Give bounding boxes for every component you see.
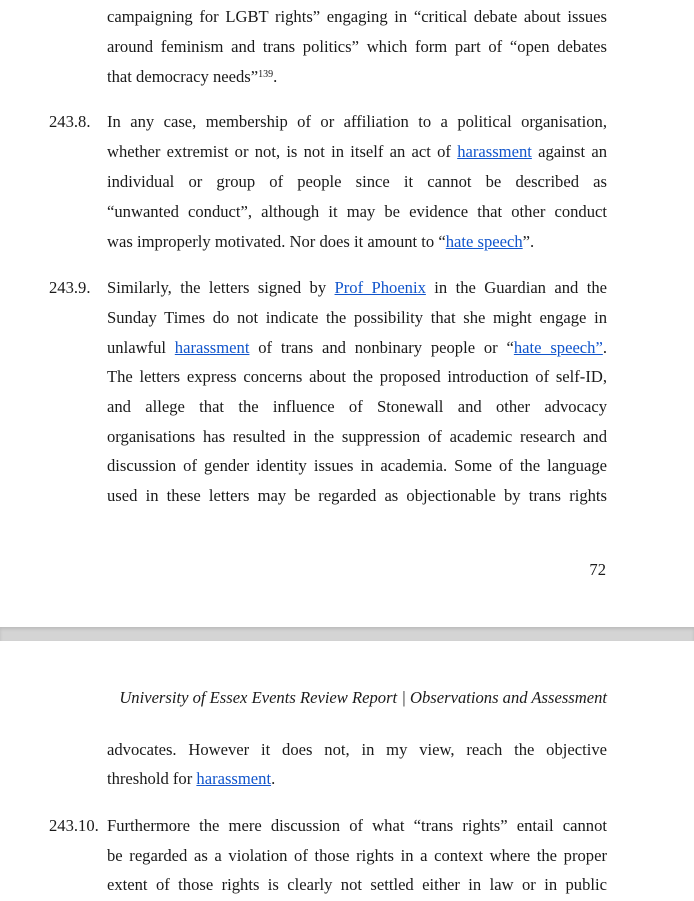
page-number: 72 bbox=[589, 560, 606, 579]
paragraph-line: “unwanted conduct”, although it may be evidence that other conduct bbox=[107, 202, 607, 221]
paragraph-line: individual or group of people since it cannot be described as bbox=[107, 172, 607, 191]
paragraph-line: discussion of gender identity issues in academia. Some of the language bbox=[107, 456, 607, 475]
paragraph-line: Similarly, the letters signed by Prof Phoenix in the Guardian and the bbox=[107, 278, 607, 297]
paragraph-line: and allege that the influence of Stonewall and other advocacy bbox=[107, 397, 607, 416]
paragraph-line: In any case, membership of or affiliation to a political organisation, bbox=[107, 112, 607, 131]
paragraph-line: Furthermore the mere discussion of what “trans rights” entail cannot bbox=[107, 816, 607, 835]
paragraph-line: Sunday Times do not indicate the possibility that she might engage in bbox=[107, 308, 607, 327]
paragraph-line: campaigning for LGBT rights” engaging in “critical debate about issues bbox=[107, 7, 607, 26]
paragraph-line: that democracy needs”$^{139}$. bbox=[107, 67, 278, 86]
paragraph-line: unlawful harassment of trans and nonbinary people or “hate speech”. bbox=[107, 338, 607, 357]
paragraph-line: was improperly motivated. Nor does it amount to “hate speech”. bbox=[107, 232, 535, 251]
paragraph-line: advocates. However it does not, in my view, reach the objective bbox=[107, 740, 607, 759]
paragraph-line: be regarded as a violation of those rights in a context where the proper bbox=[107, 846, 607, 865]
paragraph-number: 243.9. bbox=[49, 278, 91, 297]
harassment-link[interactable]: harassment bbox=[196, 769, 272, 788]
paragraph-line: around feminism and trans politics” which form part of “open debates bbox=[107, 37, 607, 56]
paragraph-line: threshold for harassment. bbox=[107, 769, 276, 788]
hate-speech-link[interactable]: hate speech” bbox=[513, 338, 603, 357]
paragraph-line: whether extremist or not, is not in itself an act of harassment against an bbox=[107, 142, 608, 161]
paragraph-number: 243.8. bbox=[49, 112, 91, 131]
harassment-link[interactable]: harassment bbox=[457, 142, 532, 161]
footnote-reference[interactable]: 139 bbox=[258, 69, 274, 80]
document-page-73 bbox=[0, 641, 694, 901]
prof-phoenix-link[interactable]: Prof Phoenix bbox=[334, 278, 426, 297]
paragraph-line: extent of those rights is clearly not settled either in law or in public bbox=[107, 875, 607, 894]
running-header: University of Essex Events Review Report | Observations and Assessment bbox=[119, 688, 607, 707]
paragraph-number: 243.10. bbox=[49, 816, 99, 835]
paragraph-line: used in these letters may be regarded as objectionable by trans rights bbox=[107, 486, 607, 505]
page-separator bbox=[0, 627, 694, 641]
hate-speech-link[interactable]: hate speech bbox=[445, 232, 523, 251]
paragraph-line: The letters express concerns about the proposed introduction of self-ID, bbox=[107, 367, 607, 386]
paragraph-line: organisations has resulted in the suppression of academic research and bbox=[107, 427, 607, 446]
harassment-link[interactable]: harassment bbox=[174, 338, 250, 357]
